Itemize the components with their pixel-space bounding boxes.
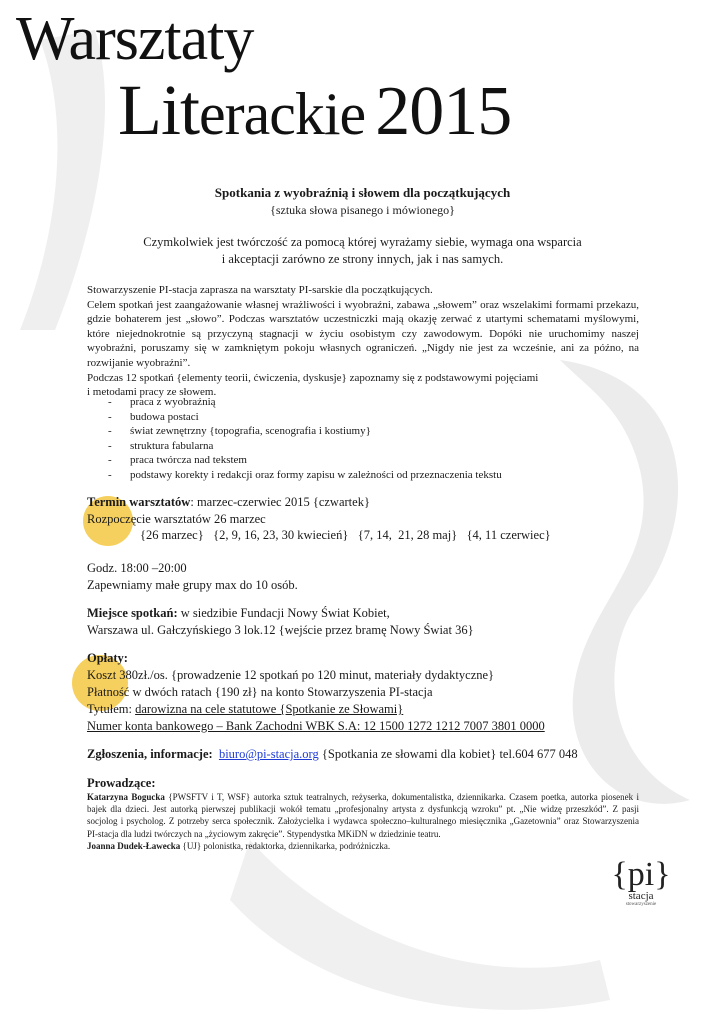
title-lit: Lit: [118, 70, 199, 150]
motto: [0, 234, 725, 268]
contact-label: Zgłoszenia: [87, 747, 144, 761]
instructor-bio: [87, 791, 639, 840]
logo-pi: {pi}: [611, 856, 671, 893]
fees-label-text: Opłaty:: [87, 651, 128, 665]
termin-dates: {26 marzec} {2, 9, 16, 23, 30 kwiecień} {7, 14, 21, 28 maj} {4, 11 czerwiec}: [140, 528, 551, 542]
logo-stacja: stacja: [628, 890, 654, 902]
termin-section: [87, 494, 370, 528]
contact-line: [87, 746, 578, 763]
topic-item: - praca twórcza nad tekstem: [108, 453, 502, 468]
fees-title-line: [87, 701, 545, 718]
instructor-text: {UJ} polonistka, redaktorka, dziennikarka, podróżniczka.: [180, 840, 391, 851]
title-erackie: erackie: [199, 81, 366, 147]
subtitle: Spotkania z wyobraźnią i słowem dla początkujących: [214, 185, 511, 200]
intro-paragraph: Stowarzyszenie PI-stacja zaprasza na warsztaty PI-sarskie dla początkujących.: [87, 284, 433, 296]
topic-item: - świat zewnętrzny {topografia, scenografia i kostiumy}: [108, 424, 502, 439]
fees-label: [87, 650, 545, 667]
instructor-name: Katarzyna Bogucka: [87, 792, 165, 802]
bank-account: Numer konta bankowego – Bank Zachodni WBK S.A: 12 1500 1272 1212 7007 3801 0000: [87, 719, 545, 733]
title-line2: [118, 70, 512, 150]
place-line: [87, 605, 474, 622]
fees-payment: Płatność w dwóch ratach {190 zł} na konto Stowarzyszenia PI-stacja: [87, 685, 433, 699]
topic-item: - podstawy korekty i redakcji oraz formy zapisu w zależności od przeznaczenia tekstu: [108, 468, 502, 483]
pi-stacja-logo: [606, 858, 676, 928]
place-value: w siedzibie Fundacji Nowy Świat Kobiet,: [177, 606, 390, 620]
hours-text: Godz. 18:00 –20:00: [87, 561, 187, 575]
email-link[interactable]: biuro@pi-stacja.org: [218, 747, 319, 761]
instructors-bios: [87, 791, 639, 852]
topic-item: - struktura fabularna: [108, 439, 502, 454]
logo-tagline: stowarzyszenie: [625, 902, 657, 907]
subtitle-2: {sztuka słowa pisanego i mówionego}: [270, 203, 455, 217]
contact-label-2: , informacje:: [143, 747, 213, 761]
intro-paragraph: i metodami pracy ze słowem.: [87, 386, 217, 399]
fees-title-value: darowizna na cele statutowe {Spotkanie ze Słowami}: [135, 702, 404, 716]
fees-section: [87, 650, 545, 735]
motto-line: i akceptacji zarówno ze strony innych, jak i nas samych.: [221, 252, 504, 266]
termin-label: Termin warsztatów: [87, 495, 191, 509]
intro-text: [87, 283, 639, 400]
place-label: Miejsce spotkań:: [87, 606, 178, 620]
groups-text: Zapewniamy małe grupy max do 10 osób.: [87, 578, 298, 592]
intro-paragraph: Podczas 12 spotkań {elementy teorii, ćwiczenia, dyskusje} zapoznamy się z podstawowymi pojęciami: [87, 371, 539, 384]
termin-value: : marzec-czerwiec 2015 {czwartek}: [190, 495, 370, 509]
place-address: Warszawa ul. Gałczyńskiego 3 lok.12 {wejście przez bramę Nowy Świat 36}: [87, 623, 474, 637]
fees-title-label: Tytułem:: [87, 702, 136, 716]
contact-rest: {Spotkania ze słowami dla kobiet} tel.604 677 048: [318, 747, 578, 761]
motto-line: Czymkolwiek jest twórczość za pomocą której wyrażamy siebie, wymaga ona wsparcia: [143, 235, 582, 249]
instructors-heading: Prowadzące:: [87, 776, 156, 790]
instructor-bio: [87, 840, 639, 852]
fees-cost: Koszt 380zł./os. {prowadzenie 12 spotkań po 120 minut, materiały dydaktyczne}: [87, 668, 495, 682]
termin-line: [87, 494, 370, 511]
title-line1: Warsztaty: [16, 5, 254, 73]
topic-item: - praca z wyobraźnią: [108, 395, 502, 410]
topic-item: - budowa postaci: [108, 410, 502, 425]
hours-section: [87, 560, 298, 594]
instructor-text: {PWSFTV i T, WSF} autorka sztuk teatralnych, reżyserka, dokumentalistka, dziennikarka. Czasem poetka, autorka piosenek i bajek dla dzieci. Jest autorką pierwszej publikacji wokół tematu „profesjonalny artysta z dysfunkcją wzroku” pt. „Nie widzę przeszkód”. Z pasji socjolog i psycholog. Z potrzeby serca społecznik. Założycielka i wydawca społeczno–kulturalnego miesięcznika „Gazetownia” oraz Stowarzyszenia PI-stacja dla ludzi twórczych na „życiowym zakręcie”. Stypendystka MKiDN w dziedzinie teatru.: [87, 792, 639, 839]
topics-list: [108, 395, 502, 483]
termin-start: Rozpoczęcie warsztatów 26 marzec: [87, 512, 266, 526]
intro-paragraph: Celem spotkań jest zaangażowanie własnej wrażliwości i wyobraźni, zabawa „słowem” oraz wszelakimi formami przekazu, gdzie bohaterem jest „słowo”. Podczas warsztatów uczestniczki mają okazję zerwać z utartymi schematami myślowymi, które niejednokrotnie są przyczyną stagnacji w życiu osobistym czy zawodowym. Dopóki nie uruchomimy naszej wyobraźni, poruszamy się w zamkniętym pokoju własnych ograniczeń. „Nigdy nie jest za wcześnie, ani za późno, na rozwijanie wyobraźni”.: [87, 298, 639, 369]
instructor-name: Joanna Dudek-Ławecka: [87, 840, 181, 851]
place-section: [87, 605, 474, 639]
title-year: 2015: [375, 73, 512, 150]
